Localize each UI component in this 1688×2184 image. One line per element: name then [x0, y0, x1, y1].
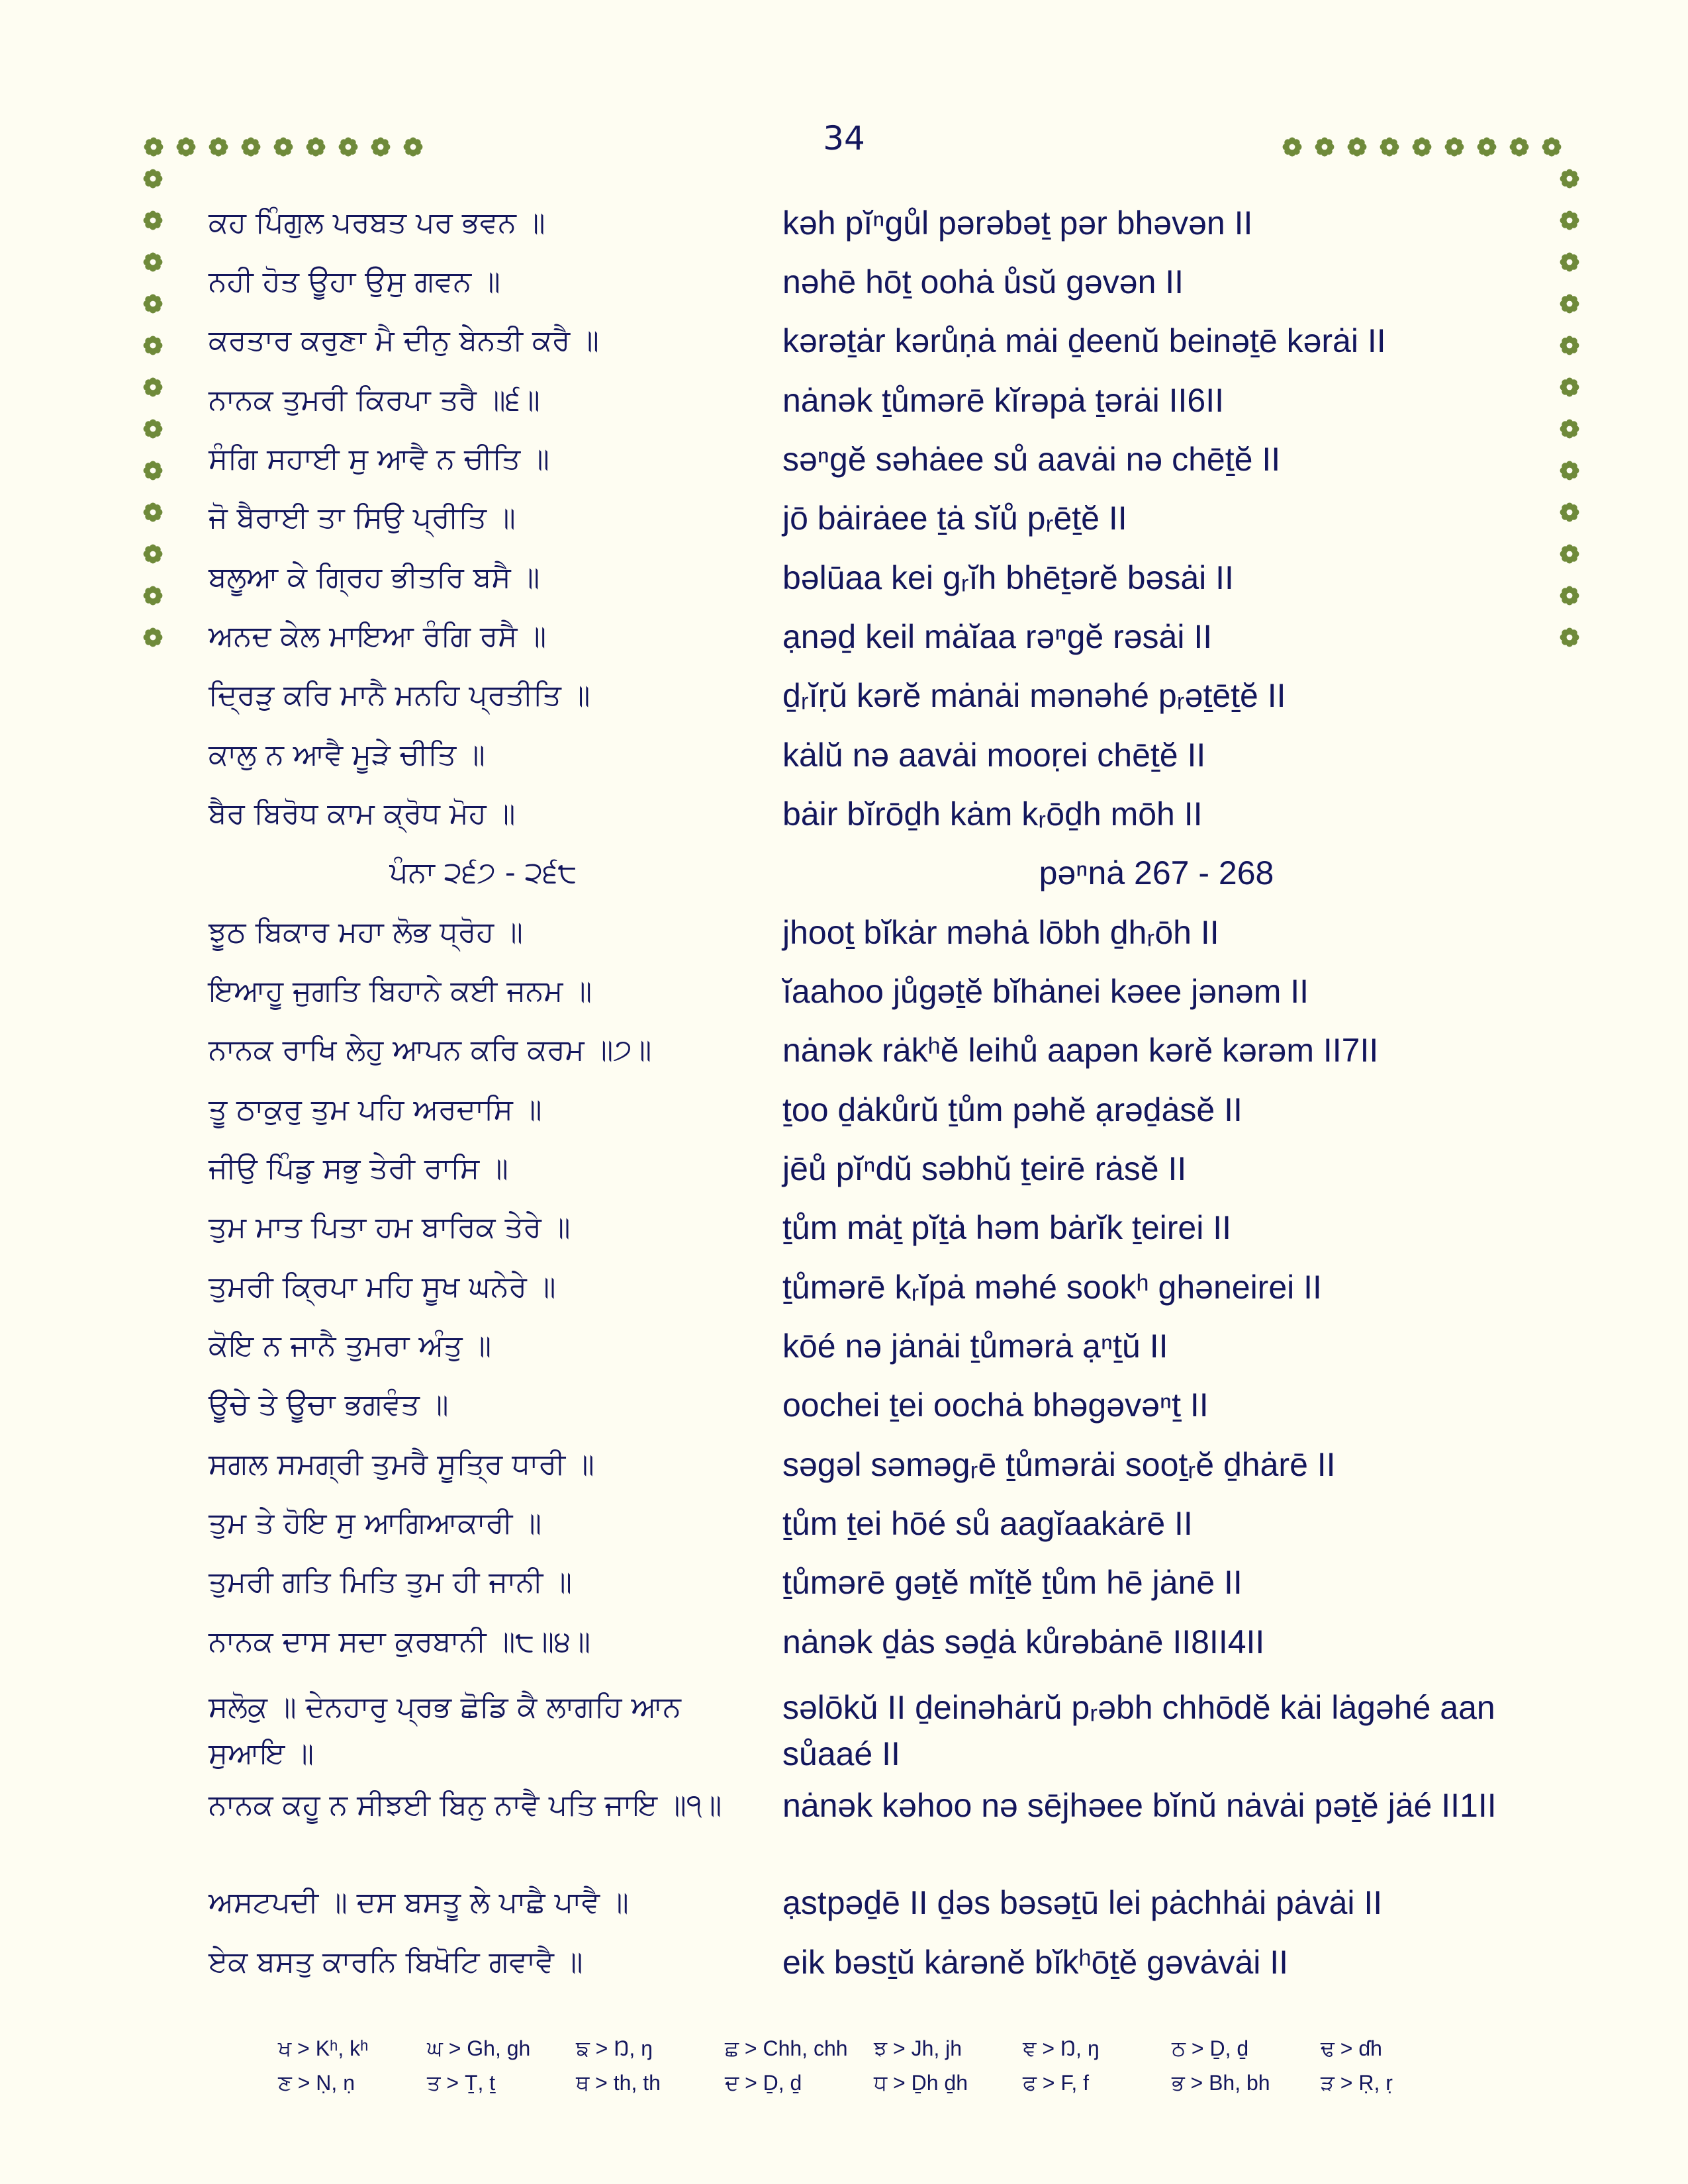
flower-ornament-icon [1558, 626, 1581, 649]
flower-ornament-icon [1558, 209, 1581, 232]
legend-entry: ਥ > th, th [576, 2071, 661, 2095]
flower-ornament-icon [1540, 136, 1563, 158]
flower-ornament-icon [142, 584, 164, 607]
gurmukhi-text: ਤੁਮਰੀ ਗਤਿ ਮਿਤਿ ਤੁਮ ਹੀ ਜਾਨੀ ॥ [209, 1565, 573, 1599]
transliteration-text: jēů pĭⁿdŭ səbhŭ ṯeirē rȧsĕ II [782, 1150, 1187, 1187]
flower-ornament-icon [305, 136, 327, 158]
page-number: 34 [823, 119, 865, 158]
flower-ornament-icon [142, 251, 164, 273]
flower-ornament-icon [1378, 136, 1401, 158]
gurmukhi-text: ਨਾਨਕ ਦਾਸ ਸਦਾ ਕੁਰਬਾਨੀ ॥੮॥੪॥ [209, 1625, 591, 1659]
transliteration-text: ĭaahoo jůgəṯĕ bĭhȧnei kəee jənəm II [782, 973, 1309, 1010]
flower-ornament-icon [142, 543, 164, 565]
page-reference-gurmukhi: ਪੰਨਾ ੨੬੭ - ੨੬੮ [389, 856, 577, 889]
gurmukhi-text: ਕਾਲੁ ਨ ਆਵੈ ਮੂੜੇ ਚੀਤਿ ॥ [209, 738, 485, 772]
flower-ornament-icon [142, 293, 164, 315]
transliteration-text: kərəṯȧr kərůṇȧ mȧi ḏeenŭ beinəṯē kərȧi II [782, 322, 1386, 359]
flower-ornament-icon [142, 459, 164, 482]
gurmukhi-text: ਊਚੇ ਤੇ ਊਚਾ ਭਗਵੰਤ ॥ [209, 1388, 449, 1422]
flower-ornament-icon [142, 626, 164, 649]
gurmukhi-text: ਸੰਗਿ ਸਹਾਈ ਸੁ ਆਵੈ ਨ ਚੀਤਿ ॥ [209, 442, 549, 476]
legend-entry: ਦ > Ḏ, ḏ [725, 2071, 802, 2095]
gurmukhi-text: ਕਰਤਾਰ ਕਰੁਣਾ ਮੈ ਦੀਨੁ ਬੇਨਤੀ ਕਰੈ ॥ [209, 324, 599, 357]
gurmukhi-text: ਨਾਨਕ ਕਹੂ ਨ ਸੀਝਈ ਬਿਨੁ ਨਾਵੈ ਪਤਿ ਜਾਇ ॥੧॥ [209, 1788, 722, 1822]
gurmukhi-text: ਤੁਮ ਤੇ ਹੋਇ ਸੁ ਆਗਿਆਕਾਰੀ ॥ [209, 1506, 542, 1540]
legend-entry: ੜ > Ṛ, ṛ [1321, 2071, 1393, 2095]
gurmukhi-text: ਸਲੋਕੁ ॥ ਦੇਨਹਾਰੁ ਪ੍ਰਭ ਛੋਡਿ ਕੈ ਲਾਗਹਿ ਆਨ ਸੁਆਇ ॥ [209, 1690, 681, 1770]
left-flower-border [142, 167, 164, 649]
flower-ornament-icon [1558, 501, 1581, 523]
flower-ornament-icon [1508, 136, 1530, 158]
transliteration-text: kōé nə jȧnȧi ṯůmərȧ ạⁿṯŭ II [782, 1328, 1168, 1365]
legend-entry: ਣ > Ṇ, ṇ [278, 2071, 355, 2095]
flower-ornament-icon [369, 136, 392, 158]
legend-row [278, 2032, 1470, 2066]
transliteration-text: səgəl səməgᵣē ṯůmərȧi sooṯᵣĕ ḏhȧrē II [782, 1446, 1336, 1483]
flower-ornament-icon [1558, 543, 1581, 565]
flower-ornament-icon [142, 209, 164, 232]
gurmukhi-text: ਬਲੂਆ ਕੇ ਗ੍ਰਿਹ ਭੀਤਰਿ ਬਸੈ ॥ [209, 561, 540, 594]
legend-entry: ਭ > Bh, bh [1172, 2071, 1270, 2095]
gurmukhi-text: ਨਹੀ ਹੋਤ ਊਹਾ ਉਸੁ ਗਵਨ ॥ [209, 265, 500, 298]
flower-ornament-icon [142, 136, 165, 158]
flower-ornament-icon [1476, 136, 1498, 158]
gurmukhi-text: ਨਾਨਕ ਤੁਮਰੀ ਕਿਰਪਾ ਤਰੈ ॥੬॥ [209, 383, 540, 417]
gurmukhi-text: ਸਗਲ ਸਮਗ੍ਰੀ ਤੁਮਰੈ ਸੂਤ੍ਰਿ ਧਾਰੀ ॥ [209, 1447, 594, 1481]
top-right-flower-border [1281, 136, 1688, 158]
flower-ornament-icon [175, 136, 197, 158]
transliteration-text: ṯům ṯei hōé sů aagĭaakȧrē II [782, 1505, 1193, 1542]
transliteration-text: səⁿgĕ səhȧee sů aavȧi nə chēṯĕ II [782, 441, 1281, 478]
top-left-flower-border [142, 136, 424, 158]
gurmukhi-text: ਤੂ ਠਾਕੁਰੁ ਤੁਮ ਪਹਿ ਅਰਦਾਸਿ ॥ [209, 1093, 542, 1126]
flower-ornament-icon [142, 501, 164, 523]
transliteration-text: oochei ṯei oochȧ bhəgəvəⁿṯ II [782, 1387, 1209, 1424]
flower-ornament-icon [1558, 584, 1581, 607]
transliteration-text: ṯůmərē gəṯĕ mĭṯĕ ṯům hē jȧnē II [782, 1564, 1243, 1601]
flower-ornament-icon [1346, 136, 1368, 158]
transliteration-text: ạstpəḏē II ḏəs bəsəṯū lei pȧchhȧi pȧvȧi II [782, 1884, 1383, 1921]
transliteration-text: nȧnək kəhoo nə sējhəee bĭnŭ nȧvȧi pəṯĕ jȧé II1II [782, 1787, 1497, 1824]
flower-ornament-icon [402, 136, 424, 158]
transliteration-text: nȧnək ṯůmərē kĭrəpȧ ṯərȧi II6II [782, 382, 1225, 419]
gurmukhi-text: ਅਸਟਪਦੀ ॥ ਦਸ ਬਸਤੂ ਲੇ ਪਾਛੈ ਪਾਵੈ ॥ [209, 1886, 629, 1919]
transliteration-text: səlōkŭ II ḏeinəhȧrŭ pᵣəbh chhōdĕ kȧi lȧgəhé aan sůaaé II [782, 1689, 1495, 1772]
gurmukhi-text: ਇਆਹੂ ਜੁਗਤਿ ਬਿਹਾਨੇ ਕਈ ਜਨਮ ॥ [209, 974, 592, 1008]
flower-ornament-icon [142, 376, 164, 398]
legend-entry: ਞ > Ŋ, ŋ [1023, 2036, 1100, 2060]
transliteration-text: nȧnək ḏȧs səḏȧ kůrəbȧnē II8II4II [782, 1623, 1265, 1661]
flower-ornament-icon [1313, 136, 1336, 158]
transliteration-text: kəh pĭⁿgůl pərəbəṯ pər bhəvən II [782, 205, 1253, 242]
flower-ornament-icon [1558, 376, 1581, 398]
right-flower-border [1558, 167, 1581, 649]
legend-entry: ਝ > Jh, jh [874, 2036, 962, 2060]
legend-entry: ਘ > Gh, gh [427, 2036, 531, 2060]
legend-entry: ਤ > Ṯ, ṯ [427, 2071, 496, 2095]
gurmukhi-text: ਤੁਮਰੀ ਕ੍ਰਿਪਾ ਮਹਿ ਸੂਖ ਘਨੇਰੇ ॥ [209, 1270, 556, 1304]
gurmukhi-text: ਨਾਨਕ ਰਾਖਿ ਲੇਹੁ ਆਪਨ ਕਰਿ ਕਰਮ ॥੭॥ [209, 1033, 652, 1067]
transliteration-text: eik bəsṯŭ kȧrənĕ bĭkʰōṯĕ gəvȧvȧi II [782, 1944, 1289, 1981]
legend-entry: ਫ > F, f [1023, 2071, 1090, 2095]
flower-ornament-icon [1558, 251, 1581, 273]
page-reference-translit: pəⁿnȧ 267 - 268 [1039, 854, 1274, 891]
transliteration-text: jhooṯ bĭkȧr məhȧ lōbh ḏhᵣōh II [782, 914, 1219, 951]
transliteration-text: bəlūaa kei gᵣĭh bhēṯərĕ bəsȧi II [782, 559, 1234, 596]
gurmukhi-text: ਜੀਉ ਪਿੰਡੁ ਸਭੁ ਤੇਰੀ ਰਾਸਿ ॥ [209, 1152, 508, 1185]
transliteration-text: jō bȧirȧee ṯȧ sĭů pᵣēṯĕ II [782, 500, 1127, 537]
flower-ornament-icon [1558, 293, 1581, 315]
legend-entry: ਠ > Ḏ, ḏ [1172, 2036, 1249, 2060]
transliteration-text: ṯům mȧṯ pĭṯȧ həm bȧrĭk ṯeirei II [782, 1209, 1232, 1246]
gurmukhi-text: ਏਕ ਬਸਤੁ ਕਾਰਨਿ ਬਿਖੋਟਿ ਗਵਾਵੈ ॥ [209, 1945, 583, 1979]
gurmukhi-text: ਅਨਦ ਕੇਲ ਮਾਇਆ ਰੰਗਿ ਰਸੈ ॥ [209, 619, 547, 653]
transliteration-text: ṯoo ḏȧkůrŭ ṯům pəhĕ ạrəḏȧsĕ II [782, 1091, 1243, 1128]
gurmukhi-text: ਬੈਰ ਬਿਰੋਧ ਕਾਮ ਕ੍ਰੋਧ ਮੋਹ ॥ [209, 797, 516, 831]
flower-ornament-icon [142, 167, 164, 190]
gurmukhi-text: ਤੁਮ ਮਾਤ ਪਿਤਾ ਹਮ ਬਾਰਿਕ ਤੇਰੇ ॥ [209, 1210, 571, 1244]
flower-ornament-icon [207, 136, 230, 158]
legend-entry: ਢ > ɗh [1321, 2036, 1382, 2060]
gurmukhi-text: ਦ੍ਰਿੜੁ ਕਰਿ ਮਾਨੈ ਮਨਹਿ ਪ੍ਰਤੀਤਿ ॥ [209, 678, 590, 712]
gurmukhi-text: ਕਹ ਪਿੰਗੁਲ ਪਰਬਤ ਪਰ ਭਵਨ ॥ [209, 206, 545, 240]
legend-row [278, 2066, 1470, 2101]
flower-ornament-icon [1558, 459, 1581, 482]
flower-ornament-icon [1558, 418, 1581, 440]
transliteration-legend [278, 2032, 1470, 2101]
flower-ornament-icon [142, 418, 164, 440]
flower-ornament-icon [240, 136, 262, 158]
gurmukhi-text: ਕੋਇ ਨ ਜਾਨੈ ਤੁਮਰਾ ਅੰਤੁ ॥ [209, 1329, 492, 1363]
transliteration-text: nȧnək rȧkʰĕ leihů aapən kərĕ kərəm II7II [782, 1032, 1379, 1069]
transliteration-text: bȧir bĭrōḏh kȧm kᵣōḏh mōh II [782, 796, 1203, 833]
flower-ornament-icon [1281, 136, 1303, 158]
gurmukhi-text: ਝੂਠ ਬਿਕਾਰ ਮਹਾ ਲੋਭ ਧ੍ਰੋਹ ॥ [209, 915, 523, 949]
transliteration-text: ạnəḏ keil mȧĭaa rəⁿgĕ rəsȧi II [782, 618, 1213, 655]
transliteration-text: kȧlŭ nə aavȧi mooṛei chēṯĕ II [782, 737, 1206, 774]
flower-ornament-icon [1558, 167, 1581, 190]
legend-entry: ਧ > Ḏh ḏh [874, 2071, 968, 2095]
flower-ornament-icon [272, 136, 295, 158]
transliteration-text: ṯůmərē kᵣĭpȧ məhé sookʰ ghəneirei II [782, 1269, 1322, 1306]
flower-ornament-icon [1558, 334, 1581, 357]
gurmukhi-text: ਜੋ ਬੈਰਾਈ ਤਾ ਸਿਉ ਪ੍ਰੀਤਿ ॥ [209, 501, 516, 535]
transliteration-text: nəhē hōṯ oohȧ ůsŭ gəvən II [782, 263, 1184, 300]
legend-entry: ਖ > Kʰ, kʰ [278, 2036, 369, 2060]
flower-ornament-icon [142, 334, 164, 357]
flower-ornament-icon [337, 136, 359, 158]
legend-entry: ਙ > Ŋ, ŋ [576, 2036, 653, 2060]
flower-ornament-icon [1411, 136, 1433, 158]
flower-ornament-icon [1443, 136, 1466, 158]
transliteration-text: ḏᵣĭṛŭ kərĕ mȧnȧi mənəhé pᵣəṯēṯĕ II [782, 677, 1286, 714]
legend-entry: ਛ > Chh, chh [725, 2036, 848, 2060]
